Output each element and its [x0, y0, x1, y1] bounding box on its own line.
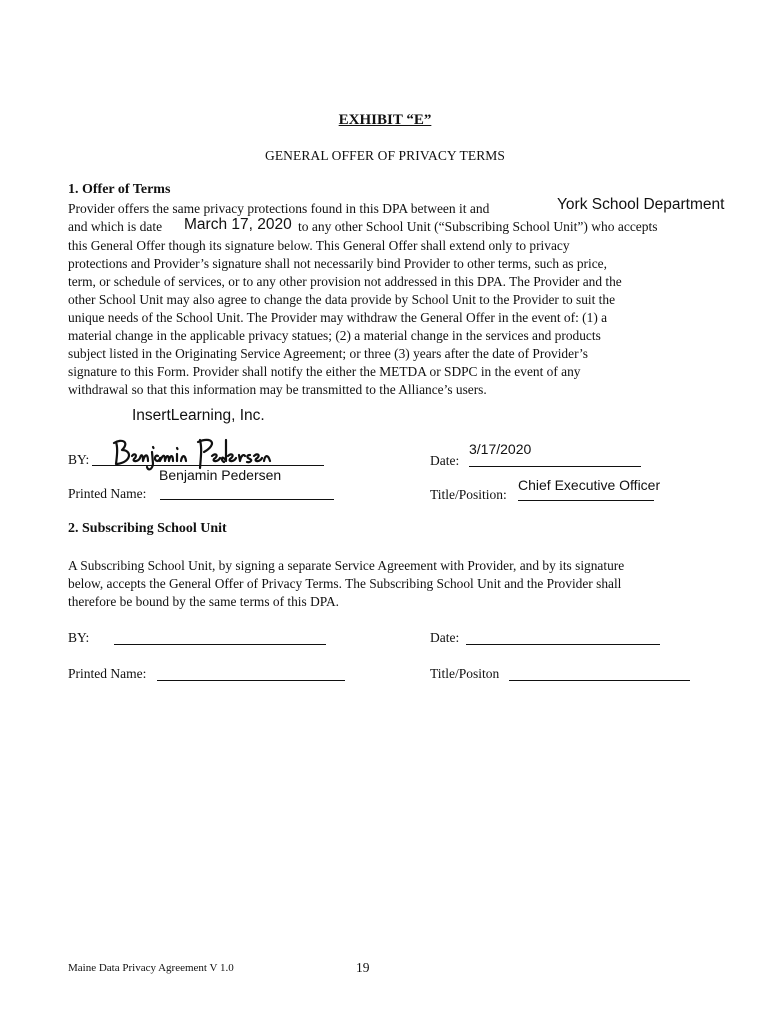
section-1-line-2-end: to any other School Unit (“Subscribing School Unit”) who accepts: [298, 219, 658, 234]
section-1-body-line: signature to this Form. Provider shall notify the either the METDA or SDPC in the event of any: [68, 364, 581, 379]
section-1-body-line: material change in the applicable privacy statues; (2) a material change in the services and products: [68, 328, 601, 343]
offer-date-field[interactable]: March 17, 2020: [184, 216, 292, 233]
provider-date-label: Date:: [430, 453, 460, 468]
section-1-body-line: unique needs of the School Unit. The Provider may withdraw the General Offer in the event of: (1) a: [68, 310, 608, 325]
footer-document-name: Maine Data Privacy Agreement V 1.0: [68, 962, 234, 974]
section-1-body-line: this General Offer though its signature below. This General Offer shall extend only to privacy: [68, 238, 570, 253]
section-1-body-line: other School Unit may also agree to change the data provide by School Unit to the Provider to suit the: [68, 292, 616, 307]
school-name-field[interactable]: York School Department: [557, 196, 725, 213]
section-1-body: [68, 237, 708, 399]
document-subtitle: GENERAL OFFER OF PRIVACY TERMS: [264, 148, 506, 163]
school-printed-name-label: Printed Name:: [68, 666, 147, 681]
provider-by-label: BY:: [68, 452, 90, 467]
section-1-body-line: subject listed in the Originating Service Agreement; or three (3) years after the date of Provider’s: [68, 346, 588, 361]
provider-date-line: [469, 466, 641, 467]
provider-printed-name-line: [160, 499, 334, 500]
school-by-label: BY:: [68, 630, 90, 645]
school-title-label: Title/Positon: [430, 666, 500, 681]
section-1-heading: 1. Offer of Terms: [68, 182, 171, 197]
section-1-body-line: term, or schedule of services, or to any other provision not addressed in this DPA. The Provider and the: [68, 274, 622, 289]
footer-page-number: 19: [356, 960, 370, 975]
school-date-line[interactable]: [466, 644, 660, 645]
section-2-body: [68, 557, 708, 611]
provider-title-line: [518, 500, 654, 501]
section-1-number: 1: [68, 182, 75, 197]
section-2-body-line: therefore be bound by the same terms of this DPA.: [68, 594, 339, 609]
section-1-title: Offer of Terms: [82, 182, 171, 197]
school-title-line[interactable]: [509, 680, 690, 681]
school-signature-line[interactable]: [114, 644, 326, 645]
section-1-line-2-start: and which is date: [68, 219, 163, 234]
provider-date-field[interactable]: 3/17/2020: [469, 441, 532, 457]
section-1-line-1: Provider offers the same privacy protections found in this DPA between it and: [68, 201, 490, 216]
school-date-label: Date:: [430, 630, 460, 645]
section-1-body-line: protections and Provider’s signature shall not necessarily bind Provider to other terms, such as price,: [68, 256, 607, 271]
provider-printed-name-label: Printed Name:: [68, 486, 147, 501]
school-printed-name-line[interactable]: [157, 680, 345, 681]
provider-company-field[interactable]: InsertLearning, Inc.: [132, 407, 265, 424]
section-2-number: 2: [68, 521, 75, 536]
exhibit-title: EXHIBIT “E”: [338, 112, 432, 128]
section-2-heading: 2. Subscribing School Unit: [68, 521, 227, 536]
provider-title-field[interactable]: Chief Executive Officer: [518, 477, 661, 493]
section-2-body-line: below, accepts the General Offer of Privacy Terms. The Subscribing School Unit and the Provider shall: [68, 576, 622, 591]
section-1-body-line: withdrawal so that this information may be transmitted to the Alliance’s users.: [68, 382, 487, 397]
section-2-title: Subscribing School Unit: [82, 521, 227, 536]
provider-printed-name-field[interactable]: Benjamin Pedersen: [159, 467, 282, 483]
section-2-body-line: A Subscribing School Unit, by signing a separate Service Agreement with Provider, and by its signature: [68, 558, 625, 573]
provider-title-label: Title/Position:: [430, 487, 507, 502]
